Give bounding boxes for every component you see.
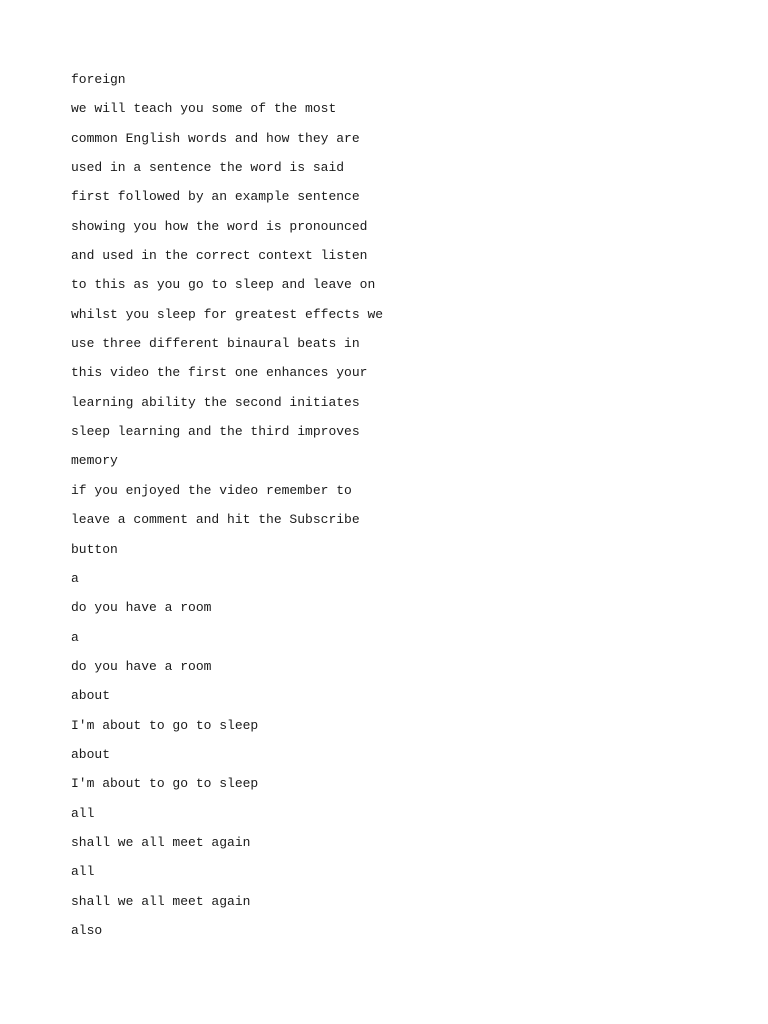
transcript-line: I'm about to go to sleep [71,776,259,792]
transcript-line: button [71,541,118,557]
transcript-line: I'm about to go to sleep [71,717,259,733]
transcript-line: use three different binaural beats in [71,336,360,352]
transcript-line: foreign [71,72,126,87]
transcript-line: sleep learning and the third improves [71,424,360,440]
transcript-line: about [71,688,111,704]
transcript-line: all [71,864,95,880]
transcript-line: about [71,746,111,762]
transcript-text [71,70,383,950]
transcript-line: to this as you go to sleep and leave on [71,277,376,293]
transcript-line: whilst you sleep for greatest effects we [71,306,384,322]
transcript-line: if you enjoyed the video remember to [71,482,352,498]
transcript-line: also [71,922,103,938]
transcript-line: used in a sentence the word is said [71,160,345,176]
transcript-line: memory [71,453,118,469]
transcript-line: all [71,805,95,821]
transcript-line: showing you how the word is pronounced [71,218,368,234]
transcript-line: do you have a room [71,600,212,616]
transcript-line: a [71,629,79,645]
transcript-line: shall we all meet again [71,893,251,909]
transcript-line: shall we all meet again [71,834,251,850]
transcript-line: common English words and how they are [71,130,360,146]
transcript-line: we will teach you some of the most [71,101,337,117]
transcript-line: do you have a room [71,658,212,674]
transcript-line: learning ability the second initiates [71,394,360,410]
transcript-line: first followed by an example sentence [71,189,360,205]
transcript-line: this video the first one enhances your [71,365,368,381]
transcript-line: and used in the correct context listen [71,248,368,264]
transcript-line: a [71,570,79,586]
transcript-line: leave a comment and hit the Subscribe [71,512,360,528]
